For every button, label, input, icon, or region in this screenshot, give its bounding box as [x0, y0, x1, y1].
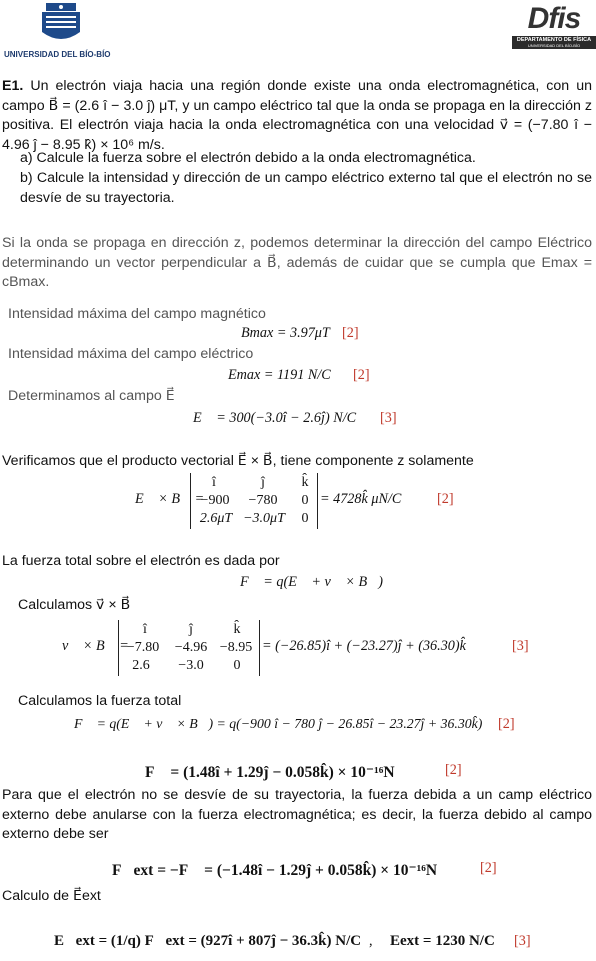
part-a: a) Calcule la fuerza sobre el electrón debido a la onda electromagnética. — [20, 150, 476, 166]
eext-separator: , — [369, 933, 373, 949]
part-b: b) Calcule la intensidad y dirección de un campo eléctrico externo tal que el electrón no se desvíe de su trayectoria. — [20, 170, 592, 206]
matrix-cell: −780 — [248, 493, 278, 508]
matrix-cell: î — [212, 475, 216, 490]
force-equation: F⃗ = q(E⃗ + v⃗ × B⃗) — [240, 574, 383, 590]
vxb-matrix — [118, 620, 260, 676]
cross-product-lhs: E⃗ × B⃗ = — [135, 491, 205, 507]
matrix-cell: −4.96 — [174, 640, 208, 655]
university-name: UNIVERSIDAD DEL BÍO-BÍO — [4, 50, 111, 59]
department-subname: UNIVERSIDAD DEL BÍO-BÍO — [527, 43, 581, 48]
emax-points: [2] — [353, 367, 370, 383]
cross-product-matrix — [190, 473, 318, 529]
matrix-cell: −8.95 — [219, 640, 253, 655]
matrix-cell: ĵ — [189, 622, 193, 637]
eext-label: Calculo de E⃗ext — [2, 888, 101, 904]
force-result-points: [2] — [445, 762, 462, 778]
external-force-points: [2] — [480, 860, 497, 876]
university-logo — [28, 2, 94, 46]
department-name: DEPARTAMENTO DE FÍSICA — [516, 37, 592, 43]
force-label: La fuerza total sobre el electrón es dada por — [2, 553, 280, 569]
dfis-logo-text: Dfis — [527, 2, 581, 35]
vxb-rhs: = (−26.85)î + (−23.27)ĵ + (36.30)k̂ — [262, 638, 466, 654]
e-field-label: Determinamos al campo E⃗ — [8, 388, 175, 404]
matrix-cell: 2.6μT — [199, 511, 233, 526]
eext-equation: E⃗ext = (1/q) F⃗ext = (927î + 807ĵ − 36.3k̂) N/C — [54, 933, 362, 949]
matrix-cell: 0 — [233, 658, 241, 673]
solution-intro: Si la onda se propaga en dirección z, podemos determinar la dirección del campo Eléctrico determinando un vector perpendicular a B⃗, además de cuidar que se cumpla que Emax = cBmax. — [2, 235, 592, 290]
vxb-lhs: v⃗ × B⃗ = — [62, 638, 129, 654]
matrix-cell: −7.80 — [126, 640, 160, 655]
e-field-points: [3] — [380, 410, 397, 426]
bmax-label: Intensidad máxima del campo magnético — [8, 306, 266, 322]
cross-product-points: [2] — [437, 491, 454, 507]
matrix-cell: î — [143, 622, 147, 637]
matrix-cell: 0 — [301, 493, 309, 508]
department-logo — [512, 2, 596, 58]
matrix-cell: −900 — [200, 493, 230, 508]
shield-icon — [28, 2, 94, 46]
problem-label: E1. — [2, 78, 24, 94]
vxb-points: [3] — [512, 638, 529, 654]
matrix-cell: ĵ — [261, 475, 265, 490]
bmax-equation: Bmax = 3.97μT — [241, 325, 330, 341]
matrix-cell: 0 — [301, 511, 309, 526]
force-result: F⃗ = (1.48î + 1.29ĵ − 0.058k̂) × 10⁻¹⁶N — [145, 764, 395, 781]
emax-label: Intensidad máxima del campo eléctrico — [8, 346, 254, 362]
matrix-cell: −3.0 — [178, 658, 204, 673]
eext-points: [3] — [514, 933, 531, 949]
problem-text: Un electrón viaja hacia una región donde existe una onda electromagnética, con un campo B⃗ = (2.6 î − 3.0 ĵ) μT, y un campo eléctrico tal que la onda se propaga en la dirección z positiva. El electrón viaja hacia la onda electromagnética con una velocidad v⃗ = (−7.80 î − 4.96 ĵ − 8.95 k̂) × 10⁶ m/s. — [2, 78, 592, 153]
total-force-equation: F⃗ = q(E⃗ + v⃗ × B⃗) = q(−900 î − 780 ĵ − 26.85î − 23.27ĵ + 36.30k̂) — [74, 716, 483, 731]
emax-equation: Emax = 1191 N/C — [228, 367, 331, 383]
external-force-equation: F⃗ext = −F⃗ = (−1.48î − 1.29ĵ + 0.058k̂) × 10⁻¹⁶N — [112, 862, 438, 879]
eext-magnitude: Eext = 1230 N/C — [390, 933, 495, 949]
total-force-points: [2] — [498, 716, 515, 732]
external-field-paragraph: Para que el electrón no se desvíe de su trayectoria, la fuerza debida a un camp eléctrico externo debe anularse con la fuerza electromagnética; es decir, la fuerza debido al campo externo debe ser — [2, 787, 592, 842]
bmax-points: [2] — [342, 325, 359, 341]
cross-product-rhs: = 4728k̂ μN/C — [320, 491, 402, 507]
cross-product-label: Verificamos que el producto vectorial E⃗ × B⃗, tiene componente z solamente — [2, 453, 474, 469]
e-field-equation: E⃗ = 300(−3.0î − 2.6ĵ) N/C — [193, 410, 357, 426]
matrix-cell: k̂ — [233, 622, 241, 637]
problem-statement — [2, 77, 592, 155]
matrix-cell: −3.0μT — [243, 511, 285, 526]
vxb-label: Calculamos v⃗ × B⃗ — [18, 597, 131, 613]
department-band — [512, 36, 596, 49]
matrix-cell: 2.6 — [132, 658, 150, 673]
total-force-label: Calculamos la fuerza total — [18, 693, 182, 709]
matrix-cell: k̂ — [301, 475, 309, 490]
